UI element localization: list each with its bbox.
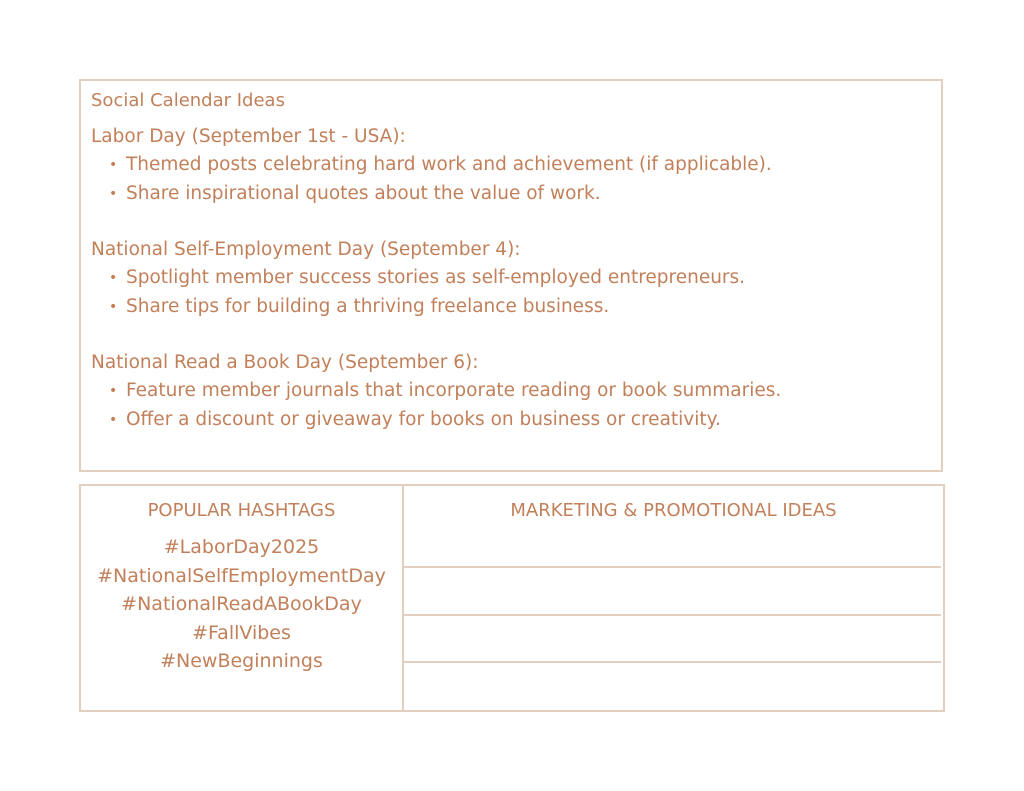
marketing-entry-line[interactable] [404, 614, 941, 616]
section-heading: Labor Day (September 1st - USA): [91, 126, 406, 147]
hashtag-item: #FallVibes [192, 621, 291, 644]
marketing-entry-line[interactable] [404, 566, 941, 568]
hashtag-item: #NationalSelfEmploymentDay [97, 564, 386, 587]
bullet-icon: • [109, 411, 118, 428]
hashtags-marketing-box [79, 484, 945, 712]
bullet-list [91, 264, 931, 321]
bullet-item [91, 180, 931, 209]
bullet-text: Offer a discount or giveaway for books on business or creativity. [126, 408, 721, 430]
calendar-sections [91, 123, 931, 462]
bullet-text: Share inspirational quotes about the value of work. [126, 182, 601, 204]
bullet-icon: • [109, 270, 118, 286]
popular-hashtags-heading: POPULAR HASHTAGS [147, 500, 336, 521]
marketing-ideas-column [404, 486, 943, 710]
bullet-list [91, 151, 931, 208]
bullet-item [91, 151, 931, 180]
bullet-item [91, 264, 931, 293]
hashtag-item: #LaborDay2025 [163, 536, 320, 558]
hashtag-item: #NewBeginnings [160, 650, 323, 672]
bullet-icon: • [109, 157, 118, 173]
bullet-text: Themed posts celebrating hard work and achievement (if applicable). [126, 154, 772, 175]
social-calendar-title: Social Calendar Ideas [91, 90, 285, 111]
hashtag-item: #NationalReadABookDay [121, 593, 362, 615]
bullet-icon: • [109, 383, 118, 399]
bullet-text: Feature member journals that incorporate reading or book summaries. [126, 380, 782, 401]
bullet-text: Share tips for building a thriving freelance business. [126, 295, 610, 317]
marketing-entry-line[interactable] [404, 661, 941, 663]
hashtag-list [81, 533, 402, 676]
section-heading: National Read a Book Day (September 6): [91, 352, 479, 373]
bullet-item [91, 293, 931, 322]
social-calendar-box [79, 79, 943, 472]
bullet-item [91, 377, 931, 406]
bullet-list [91, 377, 931, 434]
popular-hashtags-column [81, 486, 404, 710]
calendar-section-read-a-book-day [91, 349, 931, 434]
section-heading: National Self-Employment Day (September 4): [91, 239, 521, 260]
marketing-ideas-heading: MARKETING & PROMOTIONAL IDEAS [510, 500, 837, 521]
bullet-item [91, 406, 931, 435]
calendar-section-labor-day [91, 123, 931, 208]
calendar-section-self-employment-day [91, 236, 931, 321]
bullet-icon: • [109, 185, 118, 202]
bullet-icon: • [109, 298, 118, 315]
bullet-text: Spotlight member success stories as self-employed entrepreneurs. [126, 267, 746, 288]
